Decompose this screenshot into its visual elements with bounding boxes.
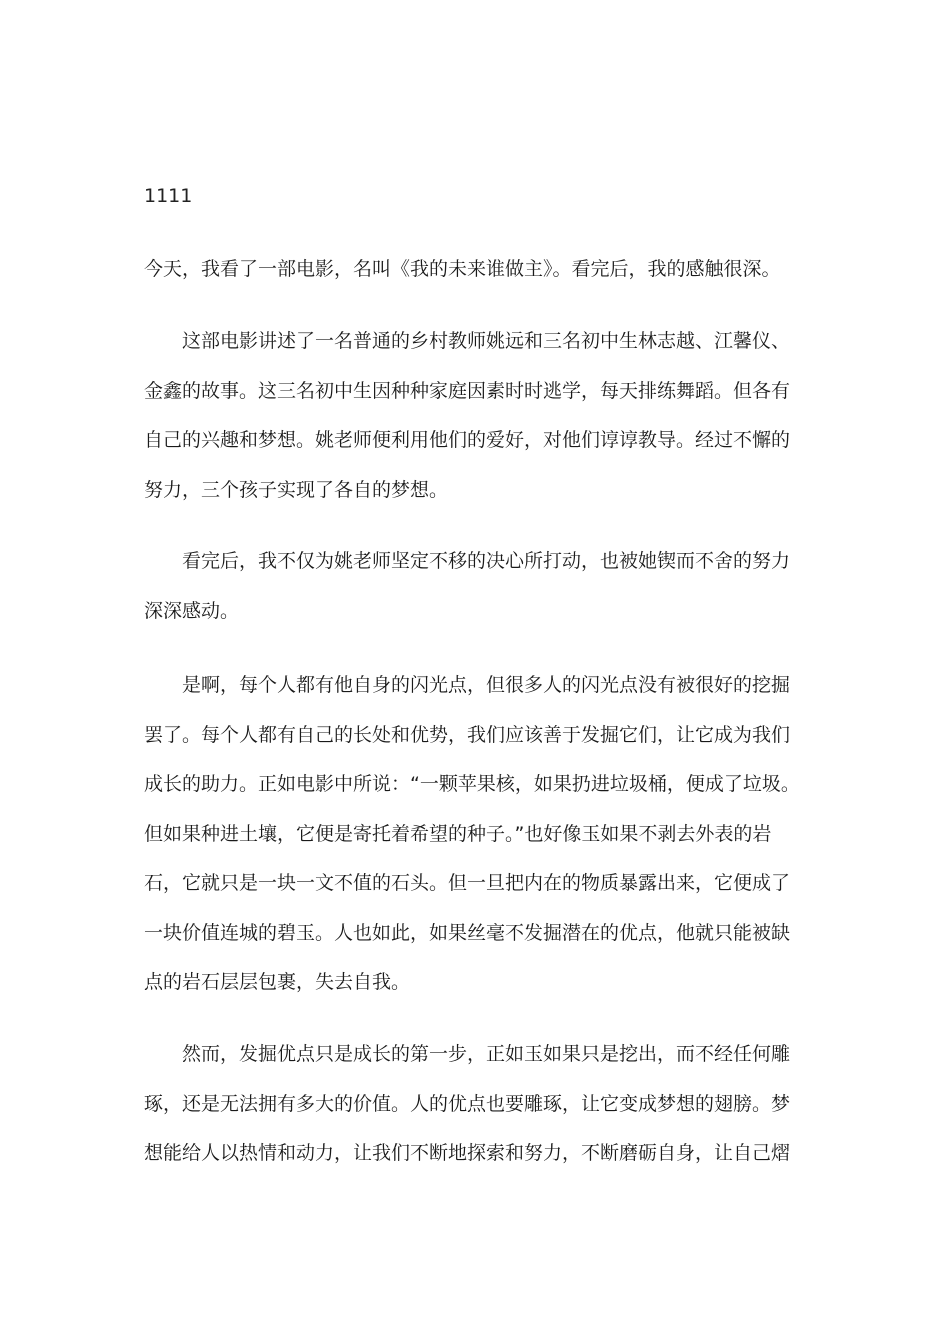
paragraph-line: 金鑫的故事。这三名初中生因种种家庭因素时时逃学，每天排练舞蹈。但各有 [144, 379, 791, 402]
paragraph-line: 琢，还是无法拥有多大的价值。人的优点也要雕琢，让它变成梦想的翅膀。梦 [144, 1092, 791, 1115]
paragraph-line: 想能给人以热情和动力，让我们不断地探索和努力，不断磨砺自身，让自己熠 [144, 1142, 791, 1164]
paragraph-line: 是啊，每个人都有他自身的闪光点，但很多人的闪光点没有被很好的挖掘 [182, 674, 791, 696]
paragraph-line: 但如果种进土壤，它便是寄托着希望的种子。”也好像玉如果不剥去外表的岩 [144, 822, 772, 845]
paragraph-line: 看完后，我不仅为姚老师坚定不移的决心所打动，也被她锲而不舍的努力 [182, 550, 791, 572]
paragraph-line: 成长的助力。正如电影中所说：“一颗苹果核，如果扔进垃圾桶，便成了垃圾。 [144, 773, 800, 795]
paragraph-line: 点的岩石层层包裹，失去自我。 [144, 971, 411, 993]
paragraph-line: 努力，三个孩子实现了各自的梦想。 [144, 478, 449, 501]
paragraph-line: 石，它就只是一块一文不值的石头。但一旦把内在的物质暴露出来，它便成了 [144, 872, 791, 894]
paragraph-impression [144, 537, 800, 636]
paragraph-story [144, 317, 800, 515]
paragraph-line: 今天，我看了一部电影，名叫《我的未来谁做主》。看完后，我的感触很深。 [144, 258, 781, 280]
paragraph-line: 深深感动。 [144, 599, 240, 622]
paragraph-line: 然而，发掘优点只是成长的第一步，正如玉如果只是挖出，而不经任何雕 [182, 1043, 791, 1065]
paragraph-line: 自己的兴趣和梦想。姚老师便利用他们的爱好，对他们谆谆教导。经过不懈的 [144, 429, 791, 451]
document-heading: 1111 [144, 185, 193, 207]
paragraph-growth [144, 1030, 800, 1179]
paragraph-line: 这部电影讲述了一名普通的乡村教师姚远和三名初中生林志越、江馨仪、 [182, 330, 791, 352]
paragraph-intro [144, 245, 800, 295]
paragraph-line: 罢了。每个人都有自己的长处和优势，我们应该善于发掘它们，让它成为我们 [144, 723, 791, 746]
paragraph-line: 一块价值连城的碧玉。人也如此，如果丝毫不发掘潜在的优点，他就只能被缺 [144, 921, 791, 944]
paragraph-reflection [144, 661, 800, 1008]
